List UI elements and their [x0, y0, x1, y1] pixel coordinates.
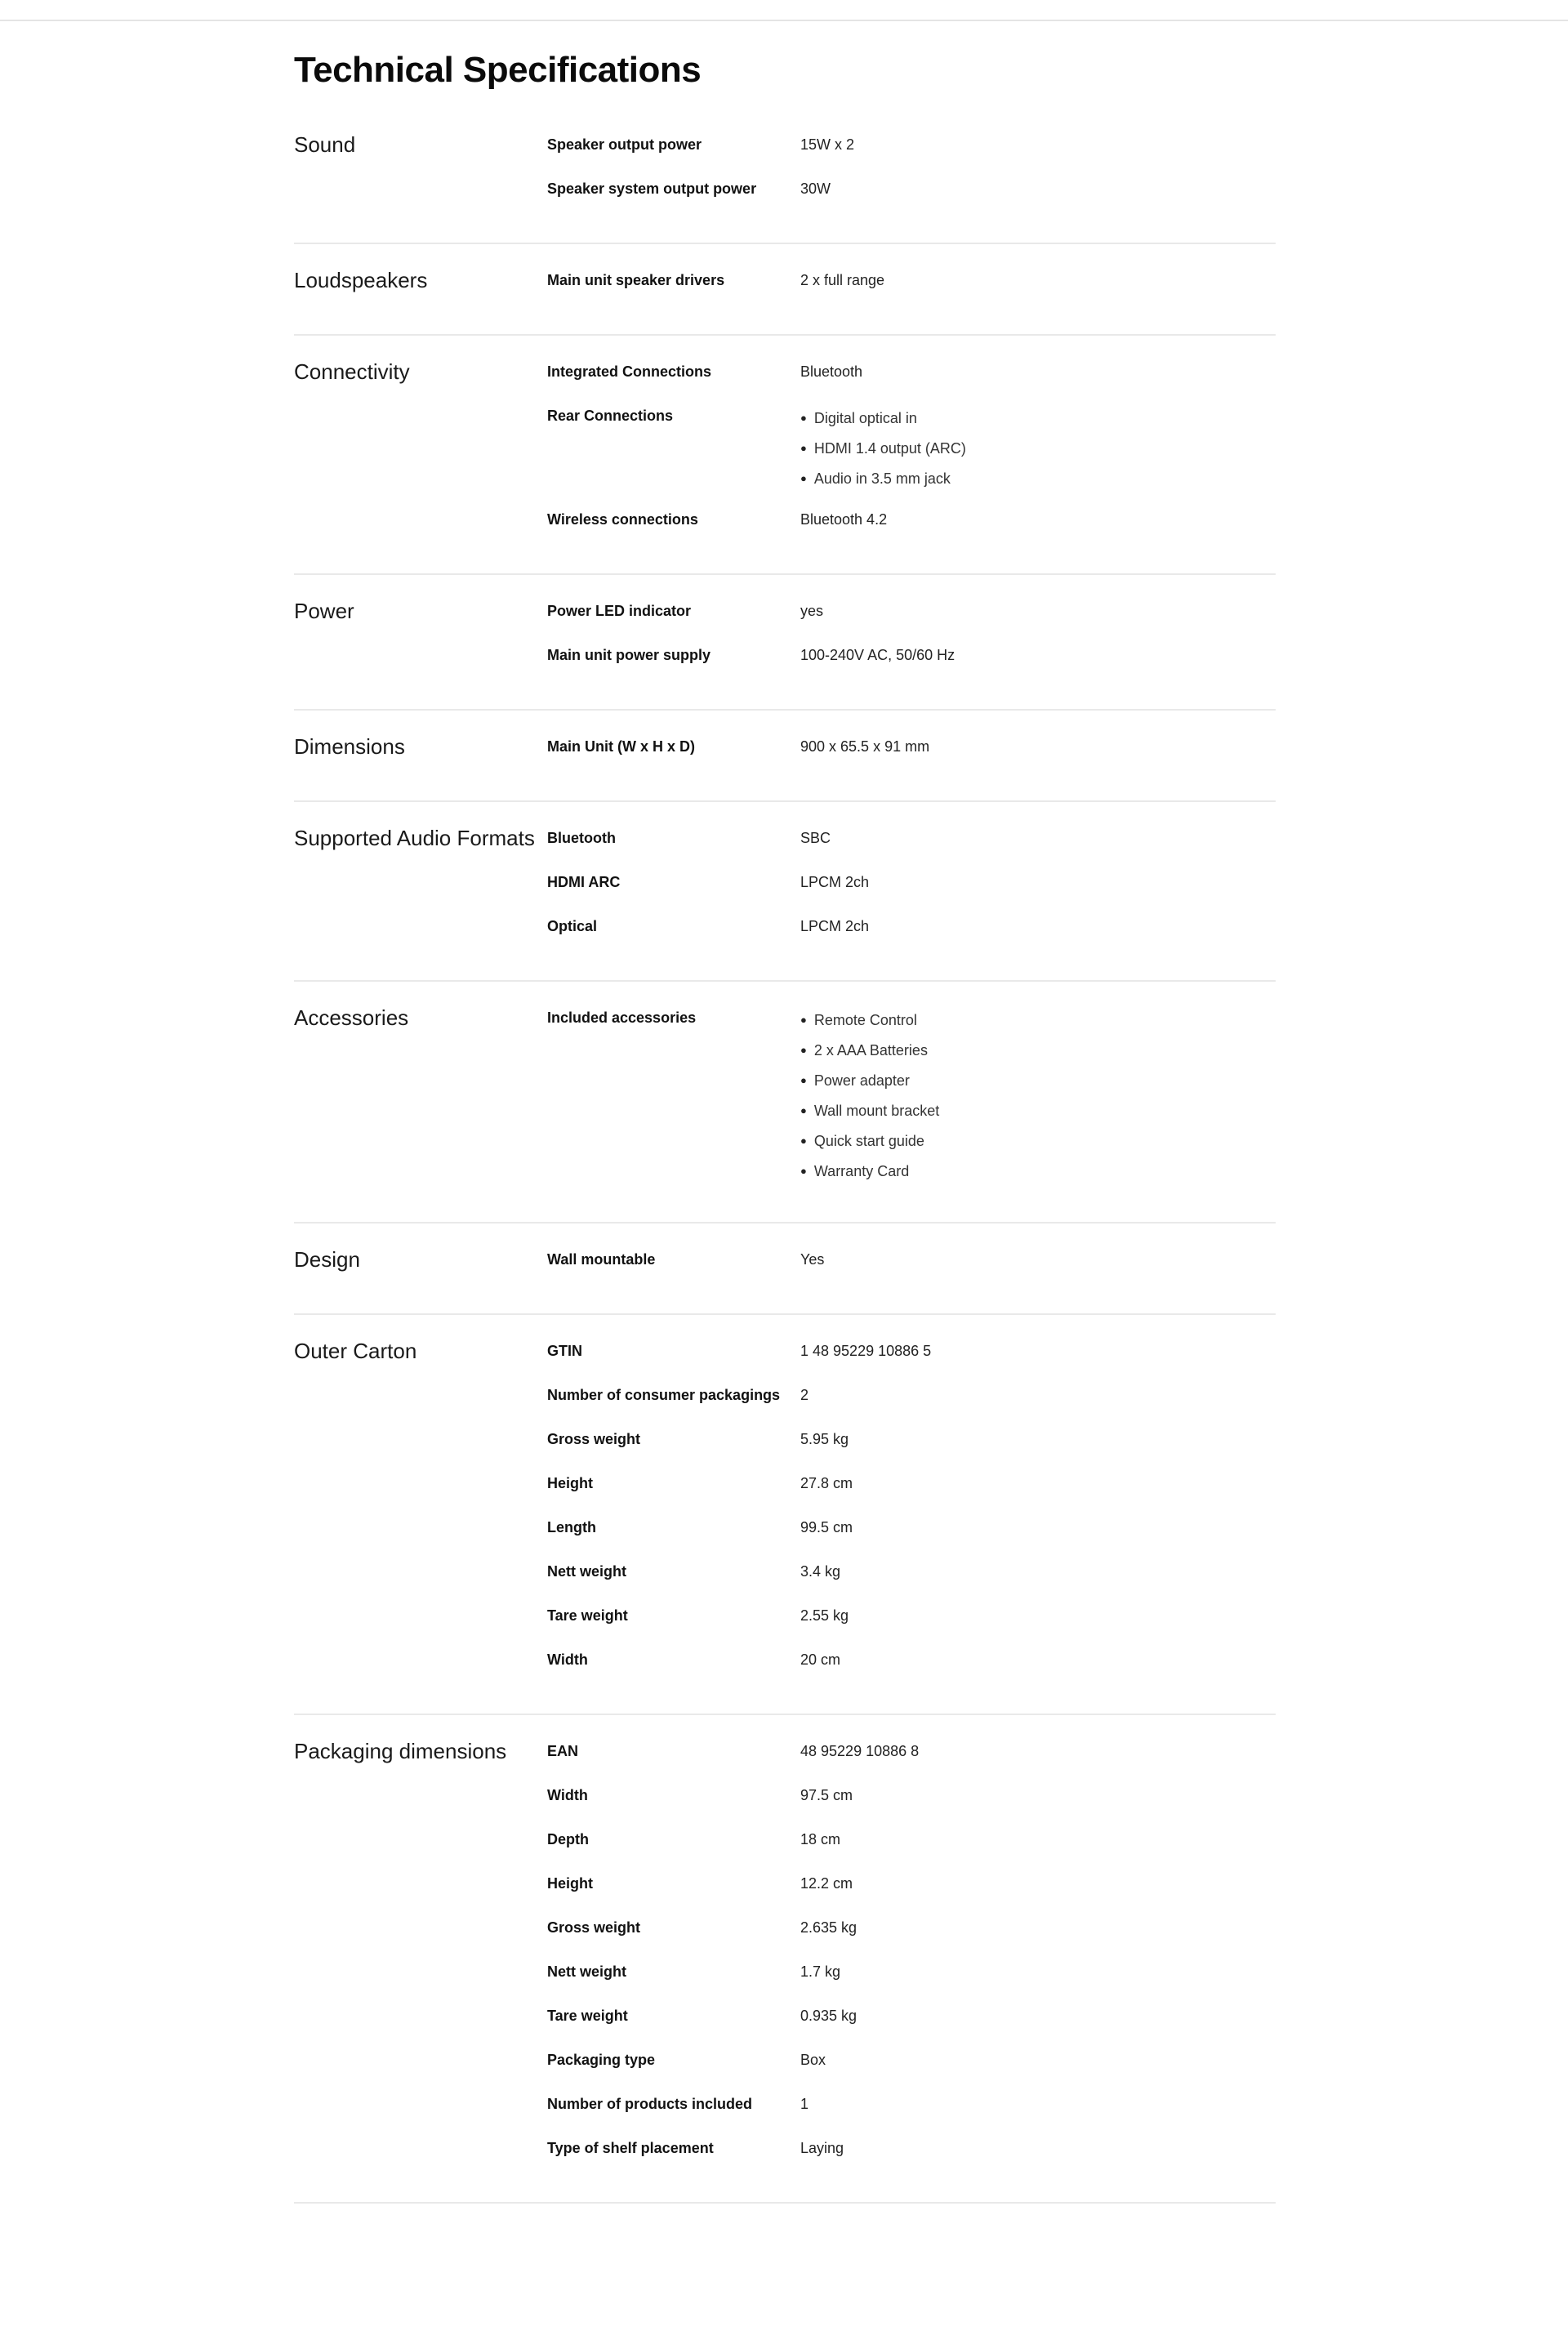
- spec-rows: [547, 1736, 1276, 2177]
- section-title: Accessories: [294, 1005, 409, 1030]
- spec-rows: [547, 265, 1276, 310]
- spec-rows: [547, 1245, 1276, 1289]
- spec-value: yes: [800, 602, 824, 619]
- spec-value: 2: [800, 1386, 809, 1403]
- spec-section: [294, 244, 1276, 336]
- spec-rows: [547, 823, 1276, 956]
- spec-value: 2.635 kg: [800, 1919, 858, 1936]
- spec-value: 1.7 kg: [800, 1963, 841, 1980]
- spec-label: Tare weight: [547, 2007, 628, 2024]
- spec-value: 27.8 cm: [800, 1474, 853, 1491]
- spec-list-item: ● Wall mount bracket: [800, 1099, 939, 1129]
- spec-container: [294, 49, 1276, 2204]
- spec-value: SBC: [800, 829, 831, 846]
- spec-rows: [547, 357, 1276, 549]
- spec-row: [547, 867, 1276, 911]
- spec-value: Box: [800, 2051, 826, 2068]
- spec-label: EAN: [547, 1742, 579, 1759]
- spec-row: [547, 1424, 1276, 1469]
- spec-value: LPCM 2ch: [800, 873, 870, 890]
- spec-row: [547, 2133, 1276, 2177]
- spec-section: [294, 802, 1276, 982]
- section-title: Connectivity: [294, 359, 410, 384]
- spec-list-item: ● 2 x AAA Batteries: [800, 1038, 939, 1068]
- spec-row: [547, 357, 1276, 401]
- spec-section: [294, 1315, 1276, 1715]
- spec-value: 97.5 cm: [800, 1786, 853, 1803]
- spec-row: [547, 1380, 1276, 1424]
- spec-value: 18 cm: [800, 1830, 841, 1847]
- spec-label: Main Unit (W x H x D): [547, 738, 695, 755]
- spec-value: 12.2 cm: [800, 1874, 853, 1892]
- spec-value: Bluetooth 4.2: [800, 510, 888, 528]
- top-divider: [0, 0, 1568, 21]
- spec-row: [547, 1913, 1276, 1957]
- spec-row: [547, 1245, 1276, 1289]
- spec-value: 30W: [800, 180, 831, 197]
- spec-label: Power LED indicator: [547, 602, 692, 619]
- spec-value: 99.5 cm: [800, 1518, 853, 1535]
- spec-label: Bluetooth: [547, 829, 616, 846]
- spec-row: [547, 1469, 1276, 1513]
- spec-value: 5.95 kg: [800, 1430, 849, 1447]
- spec-label: Gross weight: [547, 1430, 641, 1447]
- spec-row: [547, 174, 1276, 218]
- spec-label: Depth: [547, 1830, 589, 1847]
- spec-row: [547, 1781, 1276, 1825]
- spec-value: 2.55 kg: [800, 1607, 849, 1624]
- spec-value: Bluetooth: [800, 363, 863, 380]
- spec-value: 48 95229 10886 8: [800, 1742, 920, 1759]
- spec-row: [547, 1003, 1276, 1197]
- spec-value: 15W x 2: [800, 136, 855, 153]
- spec-value: 1 48 95229 10886 5: [800, 1342, 932, 1359]
- spec-label: HDMI ARC: [547, 873, 621, 890]
- spec-value: Laying: [800, 2139, 844, 2156]
- spec-label: Main unit speaker drivers: [547, 271, 725, 288]
- spec-rows: [547, 732, 1276, 776]
- spec-list-item: ● Warranty Card: [800, 1159, 939, 1189]
- spec-row: [547, 1825, 1276, 1869]
- spec-rows: [547, 596, 1276, 684]
- spec-label: Speaker system output power: [547, 180, 757, 197]
- spec-value: 20 cm: [800, 1651, 841, 1668]
- spec-label: Nett weight: [547, 1963, 626, 1980]
- spec-row: [547, 596, 1276, 640]
- spec-row: [547, 130, 1276, 174]
- spec-section: [294, 711, 1276, 802]
- spec-row: [547, 1645, 1276, 1689]
- section-title: Dimensions: [294, 733, 405, 759]
- section-title: Loudspeakers: [294, 267, 428, 292]
- spec-row: [547, 2045, 1276, 2089]
- spec-label: Number of products included: [547, 2095, 753, 2112]
- spec-label: Speaker output power: [547, 136, 702, 153]
- section-title: Packaging dimensions: [294, 1738, 507, 1763]
- spec-label: Main unit power supply: [547, 646, 711, 663]
- spec-label: Integrated Connections: [547, 363, 712, 380]
- section-title: Power: [294, 598, 354, 623]
- spec-label: Rear Connections: [547, 407, 674, 424]
- spec-value-list: [800, 1003, 939, 1189]
- spec-row: [547, 1736, 1276, 1781]
- spec-rows: [547, 130, 1276, 218]
- spec-sections: [294, 127, 1276, 2204]
- spec-list-item: ● HDMI 1.4 output (ARC): [800, 436, 966, 466]
- spec-label: Packaging type: [547, 2051, 656, 2068]
- spec-value: 100-240V AC, 50/60 Hz: [800, 646, 956, 663]
- spec-label: Included accessories: [547, 1009, 697, 1026]
- spec-section: [294, 1223, 1276, 1315]
- spec-row: [547, 265, 1276, 310]
- spec-label: Width: [547, 1786, 588, 1803]
- spec-list-item: ● Power adapter: [800, 1068, 939, 1099]
- spec-section: [294, 982, 1276, 1223]
- spec-row: [547, 2089, 1276, 2133]
- spec-section: [294, 127, 1276, 244]
- section-title: Sound: [294, 131, 356, 157]
- spec-label: Wireless connections: [547, 510, 698, 528]
- spec-row: [547, 1869, 1276, 1913]
- spec-rows: [547, 1336, 1276, 1689]
- spec-row: [547, 1557, 1276, 1601]
- spec-rows: [547, 1003, 1276, 1197]
- spec-row: [547, 1513, 1276, 1557]
- page-title: Technical Specifications: [294, 50, 702, 90]
- spec-value: 2 x full range: [800, 271, 885, 288]
- spec-value: 900 x 65.5 x 91 mm: [800, 738, 930, 755]
- spec-row: [547, 640, 1276, 684]
- section-title: Outer Carton: [294, 1338, 417, 1363]
- spec-value: 0.935 kg: [800, 2007, 858, 2024]
- spec-section: [294, 575, 1276, 711]
- spec-row: [547, 401, 1276, 505]
- spec-value-list: [800, 401, 966, 497]
- spec-row: [547, 823, 1276, 867]
- spec-value: 1: [800, 2095, 809, 2112]
- spec-row: [547, 1957, 1276, 2001]
- spec-label: Height: [547, 1474, 593, 1491]
- spec-section: [294, 336, 1276, 575]
- spec-label: Number of consumer packagings: [547, 1386, 781, 1403]
- spec-value: Yes: [800, 1250, 825, 1268]
- spec-list-item: ● Audio in 3.5 mm jack: [800, 466, 966, 497]
- spec-row: [547, 505, 1276, 549]
- spec-label: GTIN: [547, 1342, 582, 1359]
- spec-label: Width: [547, 1651, 588, 1668]
- spec-list-item: ● Quick start guide: [800, 1129, 939, 1159]
- spec-label: Type of shelf placement: [547, 2139, 714, 2156]
- spec-section: [294, 1715, 1276, 2204]
- spec-label: Length: [547, 1518, 596, 1535]
- section-title: Design: [294, 1246, 360, 1272]
- spec-value: LPCM 2ch: [800, 917, 870, 934]
- spec-label: Nett weight: [547, 1562, 626, 1580]
- spec-row: [547, 2001, 1276, 2045]
- spec-label: Tare weight: [547, 1607, 628, 1624]
- spec-list-item: ● Remote Control: [800, 1008, 939, 1038]
- spec-row: [547, 1336, 1276, 1380]
- section-title: Supported Audio Formats: [294, 825, 535, 850]
- spec-value: 3.4 kg: [800, 1562, 841, 1580]
- spec-label: Gross weight: [547, 1919, 641, 1936]
- spec-list-item: ● Digital optical in: [800, 406, 966, 436]
- spec-row: [547, 1601, 1276, 1645]
- spec-label: Wall mountable: [547, 1250, 656, 1268]
- spec-row: [547, 732, 1276, 776]
- spec-label: Height: [547, 1874, 593, 1892]
- spec-label: Optical: [547, 917, 598, 934]
- spec-row: [547, 911, 1276, 956]
